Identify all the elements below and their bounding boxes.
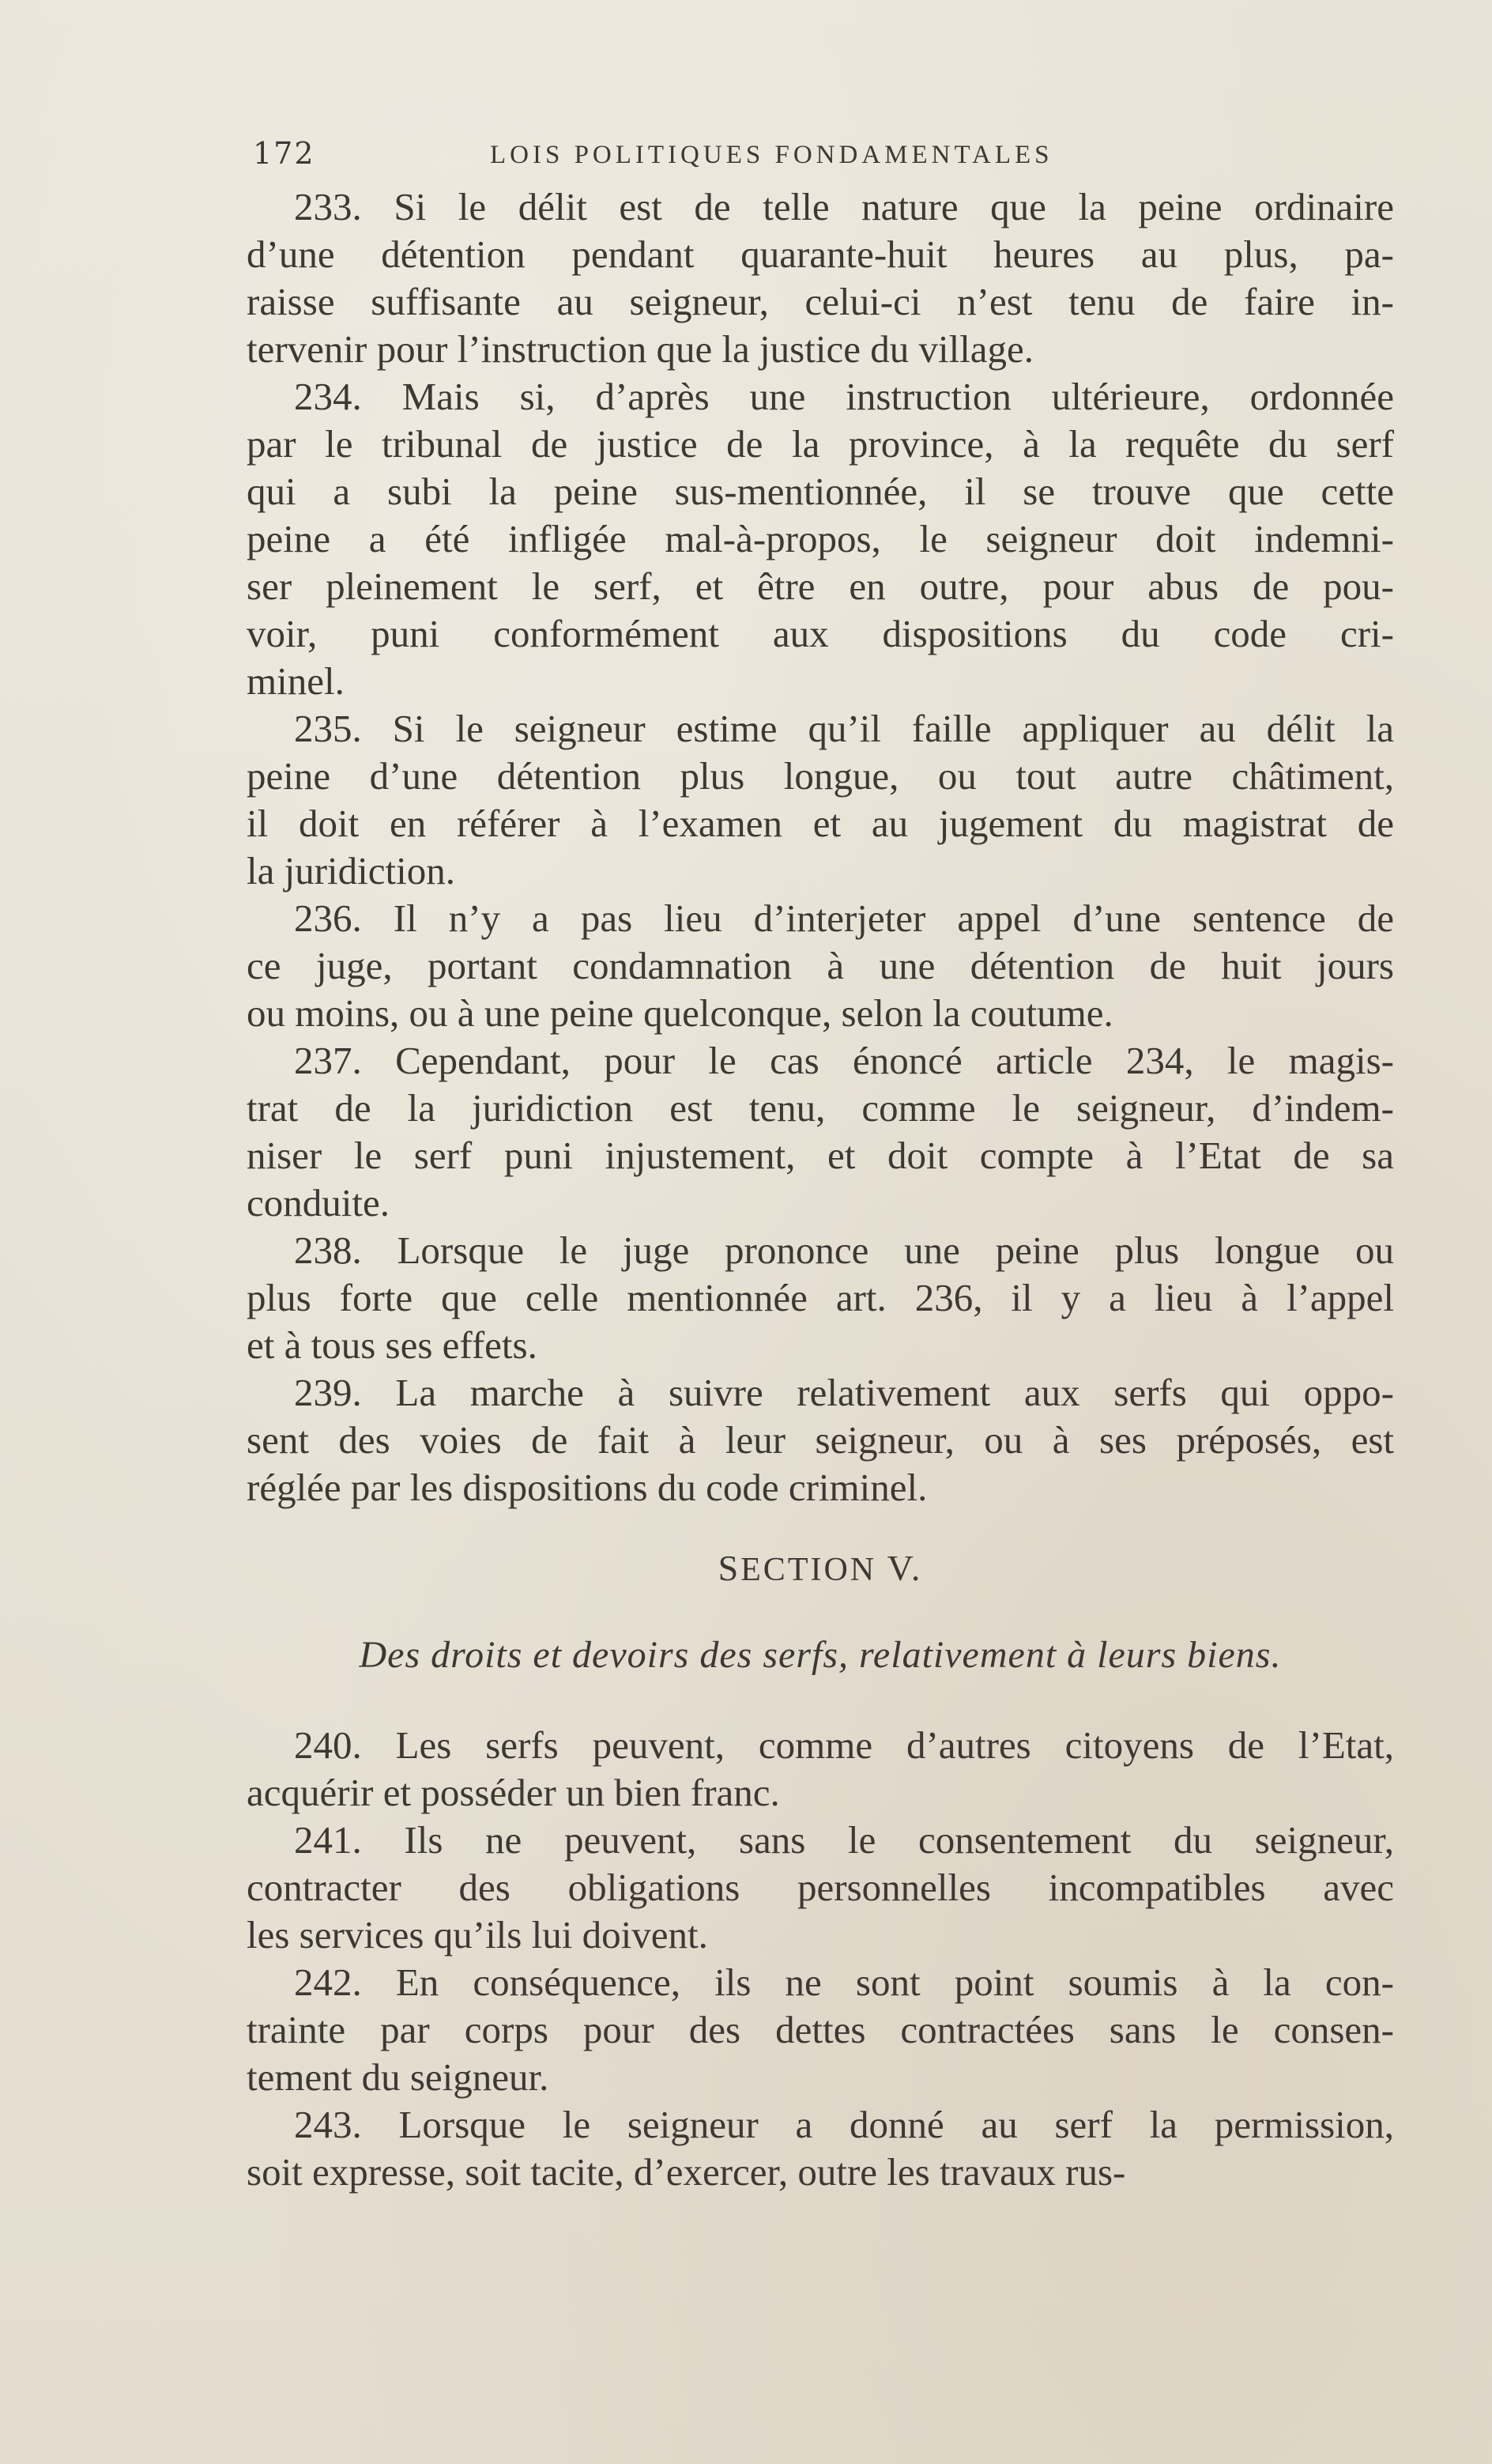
text-line: 242. En conséquence, ils ne sont point soumis à la con- [294, 1960, 1394, 2004]
section-heading-number: V. [887, 1548, 923, 1588]
running-head [253, 136, 1407, 183]
text-line: soit expresse, soit tacite, d’exercer, outre les travaux rus- [247, 2150, 1126, 2194]
text-line: 240. Les serfs peuvent, comme d’autres citoyens de l’Etat, [294, 1723, 1394, 1767]
text-line: minel. [247, 659, 345, 703]
text-line: niser le serf puni injustement, et doit compte à l’Etat de sa [247, 1134, 1394, 1177]
article-paragraph [247, 895, 1394, 1037]
text-line: voir, puni conformément aux dispositions du code cri- [247, 612, 1394, 655]
paragraphs-after-section [247, 1722, 1394, 2196]
text-line: tement du seigneur. [247, 2055, 549, 2099]
article-paragraph [247, 1817, 1394, 1959]
text-line: 243. Lorsque le seigneur a donné au serf la permission, [294, 2103, 1394, 2146]
article-paragraph [247, 1959, 1394, 2101]
text-line: la juridiction. [247, 849, 455, 892]
text-line: par le tribunal de justice de la province, à la requête du serf [247, 422, 1394, 466]
section-subtitle: Des droits et devoirs des serfs, relativement à leurs biens. [359, 1634, 1282, 1676]
text-line: tervenir pour l’instruction que la justice du village. [247, 327, 1034, 371]
text-line: 238. Lorsque le juge prononce une peine plus longue ou [294, 1228, 1394, 1272]
text-line: trainte par corps pour des dettes contractées sans le consen- [247, 2008, 1394, 2051]
text-line: peine d’une détention plus longue, ou tout autre châtiment, [247, 754, 1394, 798]
body-text [247, 183, 1394, 2196]
article-paragraph [247, 1722, 1394, 1817]
text-line: sent des voies de fait à leur seigneur, ou à ses préposés, est [247, 1418, 1394, 1462]
text-line: ser pleinement le serf, et être en outre, pour abus de pou- [247, 564, 1394, 608]
running-title: LOIS POLITIQUES FONDAMENTALES [490, 141, 1053, 169]
text-line: 236. Il n’y a pas lieu d’interjeter appel d’une sentence de [294, 896, 1394, 940]
article-paragraph [247, 373, 1394, 705]
text-line: plus forte que celle mentionnée art. 236, il y a lieu à l’appel [247, 1276, 1394, 1319]
page-number: 172 [253, 136, 315, 171]
article-paragraph [247, 2101, 1394, 2196]
text-line: trat de la juridiction est tenu, comme le seigneur, d’indem- [247, 1086, 1394, 1130]
text-line: raisse suffisante au seigneur, celui-ci n’est tenu de faire in- [247, 280, 1394, 323]
text-line: et à tous ses effets. [247, 1323, 537, 1367]
text-line: 239. La marche à suivre relativement aux serfs qui oppo- [294, 1371, 1394, 1414]
article-paragraph [247, 1227, 1394, 1369]
text-line: ce juge, portant condamnation à une détention de huit jours [247, 944, 1394, 987]
text-line: peine a été infligée mal-à-propos, le seigneur doit indemni- [247, 517, 1394, 560]
text-line: d’une détention pendant quarante-huit heures au plus, pa- [247, 232, 1394, 276]
section-heading [247, 1545, 1394, 1594]
text-line: il doit en référer à l’examen et au jugement du magistrat de [247, 802, 1394, 845]
text-line: 233. Si le délit est de telle nature que la peine ordinaire [294, 185, 1394, 228]
text-line: les services qu’ils lui doivent. [247, 1913, 708, 1956]
text-line: qui a subi la peine sus-mentionnée, il se trouve que cette [247, 470, 1394, 513]
section-heading-word: ECTION [740, 1552, 877, 1588]
text-line: 241. Ils ne peuvent, sans le consentement du seigneur, [294, 1818, 1394, 1862]
article-paragraph [247, 183, 1394, 373]
article-paragraph [247, 1037, 1394, 1227]
text-line: acquérir et posséder un bien franc. [247, 1771, 780, 1814]
text-line: 237. Cependant, pour le cas énoncé article 234, le magis- [294, 1039, 1394, 1082]
text-line: réglée par les dispositions du code criminel. [247, 1466, 928, 1509]
section-heading-initial: S [718, 1548, 741, 1588]
text-line: contracter des obligations personnelles incompatibles avec [247, 1866, 1394, 1909]
text-line: ou moins, ou à une peine quelconque, selon la coutume. [247, 991, 1113, 1035]
text-line: 234. Mais si, d’après une instruction ultérieure, ordonnée [294, 375, 1394, 418]
text-line: 235. Si le seigneur estime qu’il faille appliquer au délit la [294, 707, 1394, 750]
paragraphs-before-section [247, 183, 1394, 1511]
text-line: conduite. [247, 1181, 390, 1224]
article-paragraph [247, 705, 1394, 895]
article-paragraph [247, 1369, 1394, 1511]
